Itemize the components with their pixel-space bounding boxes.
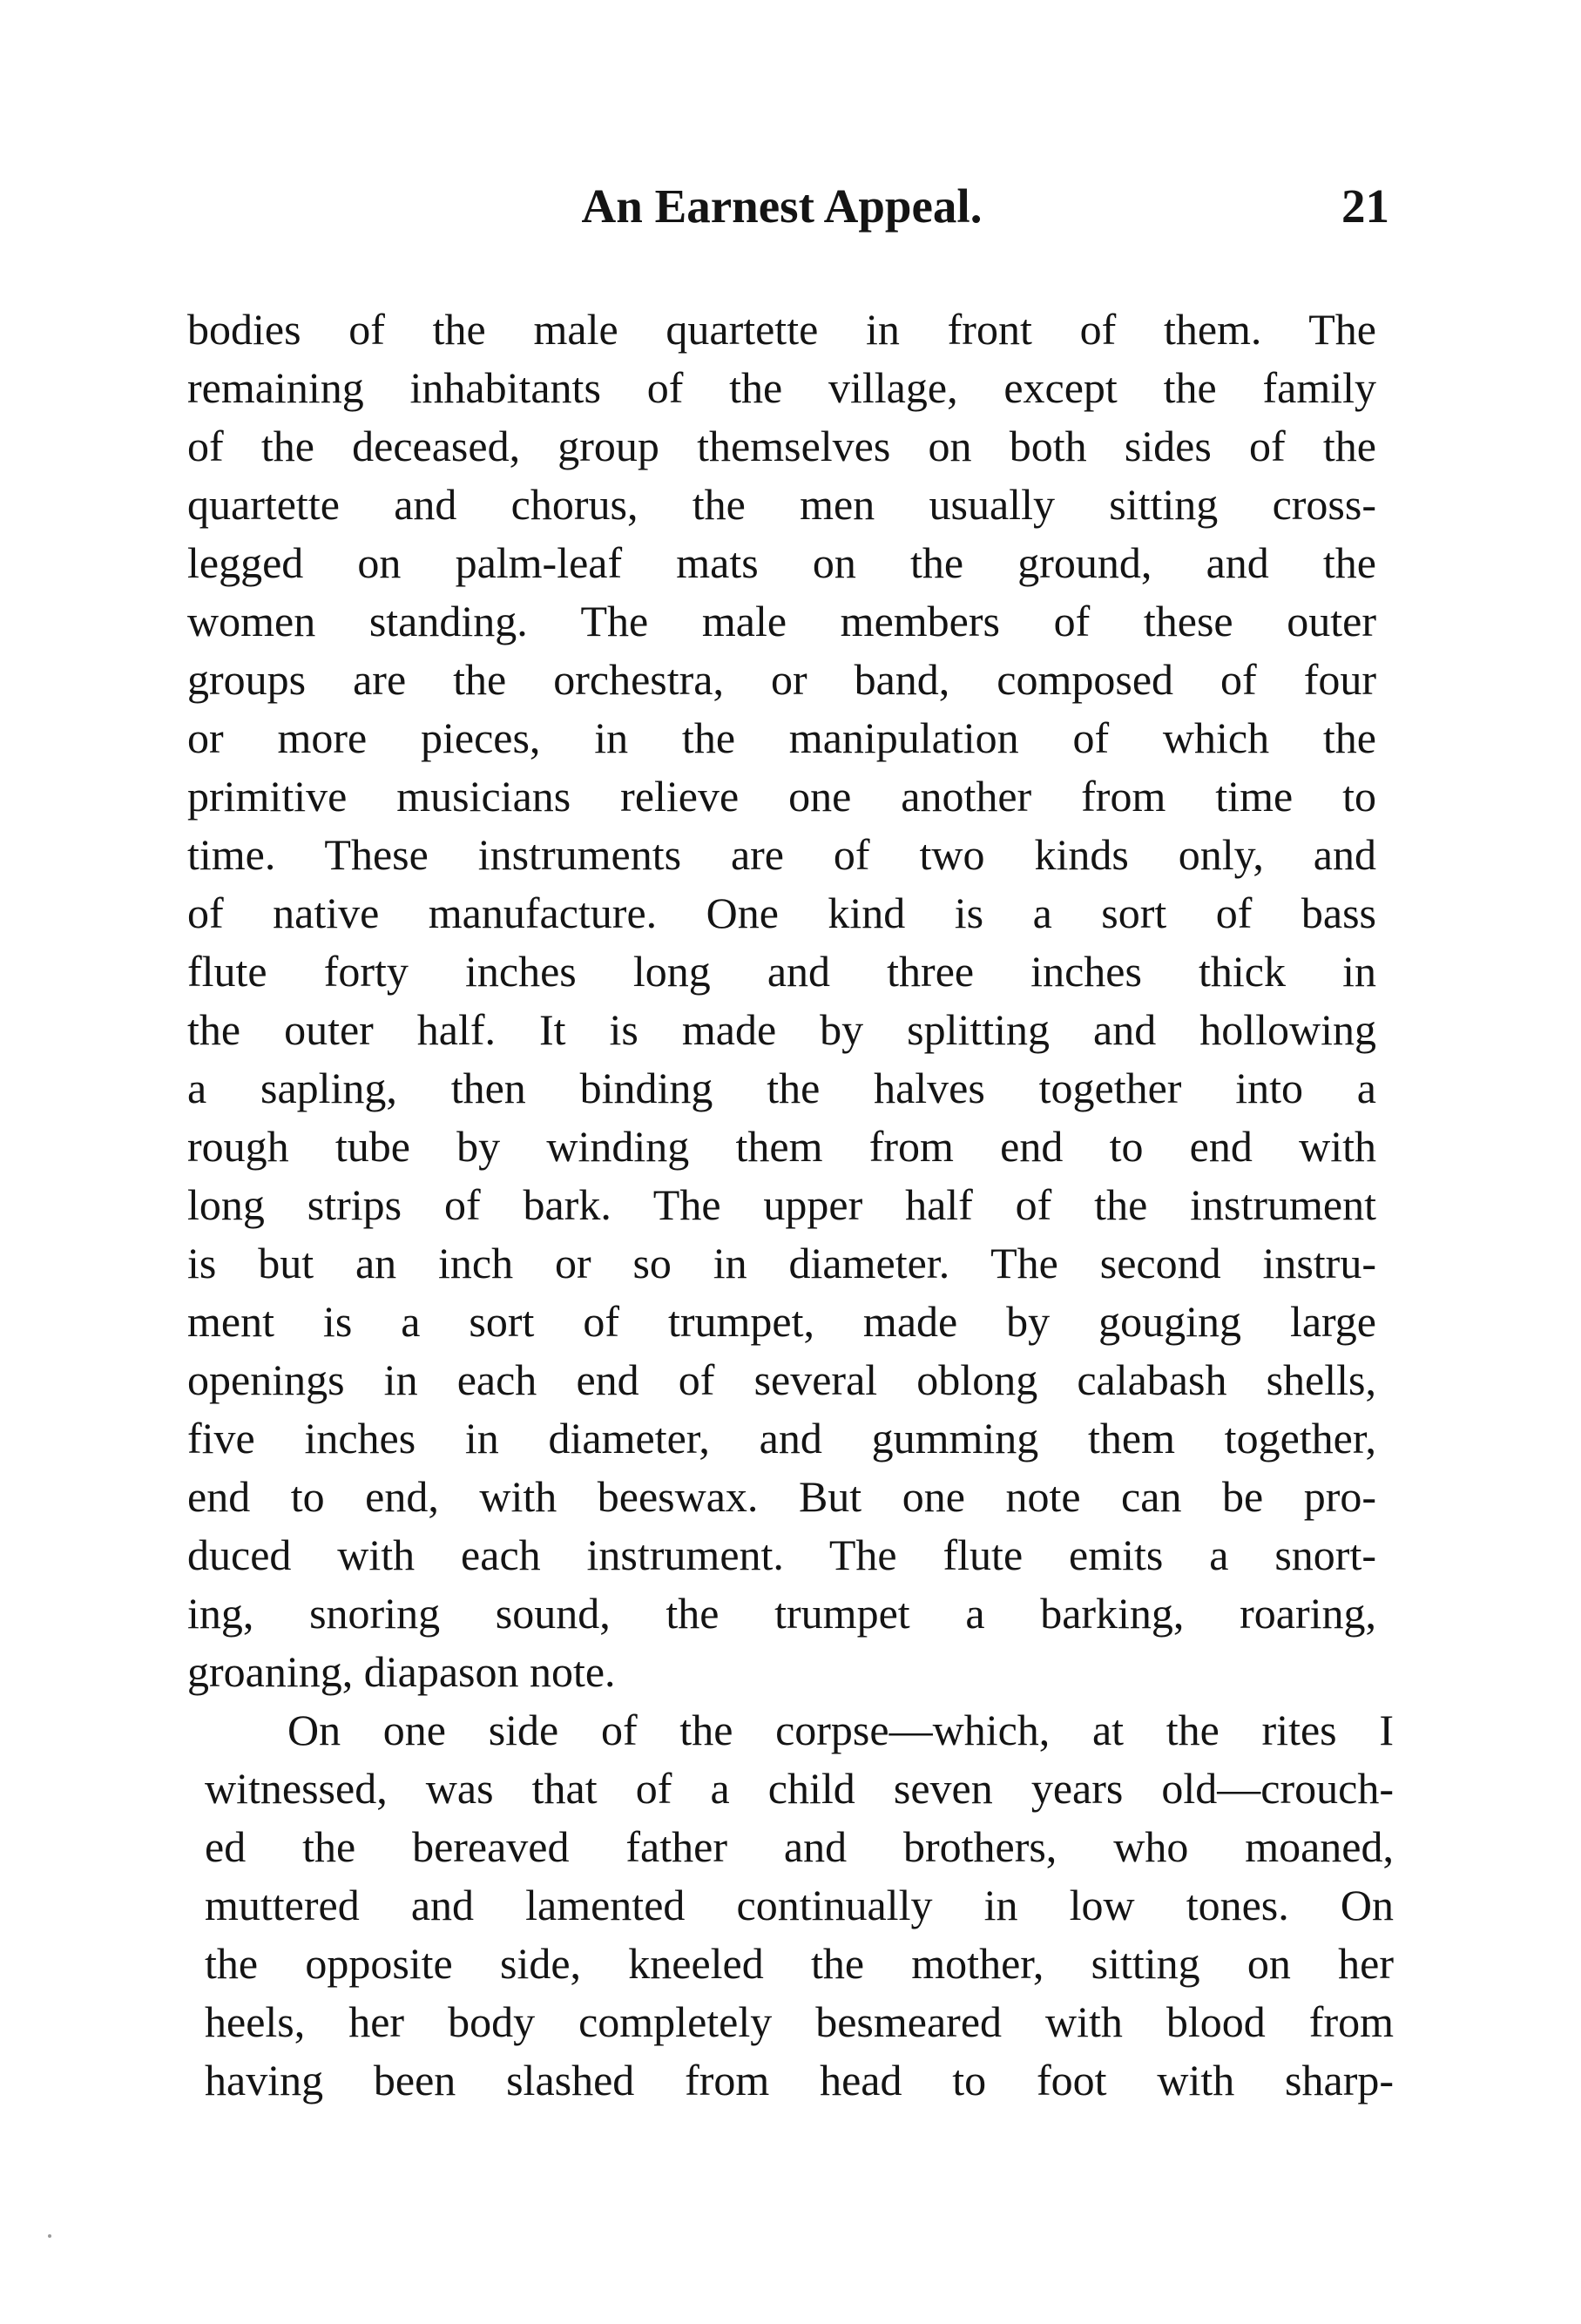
- text-line: ing, snoring sound, the trumpet a barking, roaring,: [187, 1589, 1376, 1638]
- text-line: groups are the orchestra, or band, composed of four: [187, 655, 1376, 704]
- text-line: of the deceased, group themselves on both sides of the: [187, 422, 1376, 470]
- text-line: primitive musicians relieve one another from time to: [187, 772, 1376, 821]
- text-line: the opposite side, kneeled the mother, sitting on her: [205, 1939, 1394, 1988]
- text-line: remaining inhabitants of the village, except the family: [187, 363, 1376, 412]
- text-line: duced with each instrument. The flute emits a snort-: [187, 1530, 1376, 1579]
- paragraph-1: [187, 301, 1376, 1701]
- text-line: witnessed, was that of a child seven years old—crouch-: [205, 1764, 1394, 1813]
- text-line: On one side of the corpse—which, at the rites I: [287, 1706, 1394, 1754]
- text-line: legged on palm-leaf mats on the ground, and the: [187, 538, 1376, 587]
- text-line: the outer half. It is made by splitting and hollowing: [187, 1005, 1376, 1054]
- text-line: ment is a sort of trumpet, made by gouging large: [187, 1297, 1376, 1346]
- text-line: a sapling, then binding the halves together into a: [187, 1064, 1376, 1112]
- text-line: ed the bereaved father and brothers, who moaned,: [205, 1822, 1394, 1871]
- text-line: flute forty inches long and three inches thick in: [187, 947, 1376, 996]
- text-line: rough tube by winding them from end to end with: [187, 1122, 1376, 1171]
- text-line: women standing. The male members of these outer: [187, 597, 1376, 645]
- body-text: [187, 301, 1394, 2110]
- paper-speck: [48, 2234, 51, 2238]
- text-line: quartette and chorus, the men usually sitting cross-: [187, 480, 1376, 529]
- text-line: of native manufacture. One kind is a sort of bass: [187, 888, 1376, 937]
- paragraph-2: [187, 1701, 1394, 2110]
- text-line: having been slashed from head to foot with sharp-: [205, 2056, 1394, 2104]
- text-line: muttered and lamented continually in low tones. On: [205, 1881, 1394, 1929]
- text-line: end to end, with beeswax. But one note can be pro-: [187, 1472, 1376, 1521]
- running-title: An Earnest Appeal.: [581, 179, 983, 233]
- page-number: 21: [1341, 179, 1389, 233]
- running-head: [187, 179, 1389, 248]
- text-line: five inches in diameter, and gumming them together,: [187, 1414, 1376, 1463]
- text-line: or more pieces, in the manipulation of which the: [187, 713, 1376, 762]
- text-line: heels, her body completely besmeared with blood from: [205, 1997, 1394, 2046]
- text-line: bodies of the male quartette in front of them. The: [187, 305, 1376, 354]
- text-line: long strips of bark. The upper half of the instrument: [187, 1180, 1376, 1229]
- text-line: time. These instruments are of two kinds only, and: [187, 830, 1376, 879]
- text-line: is but an inch or so in diameter. The second instru-: [187, 1239, 1376, 1287]
- text-line: openings in each end of several oblong calabash shells,: [187, 1355, 1376, 1404]
- text-line: groaning, diapason note.: [187, 1647, 616, 1696]
